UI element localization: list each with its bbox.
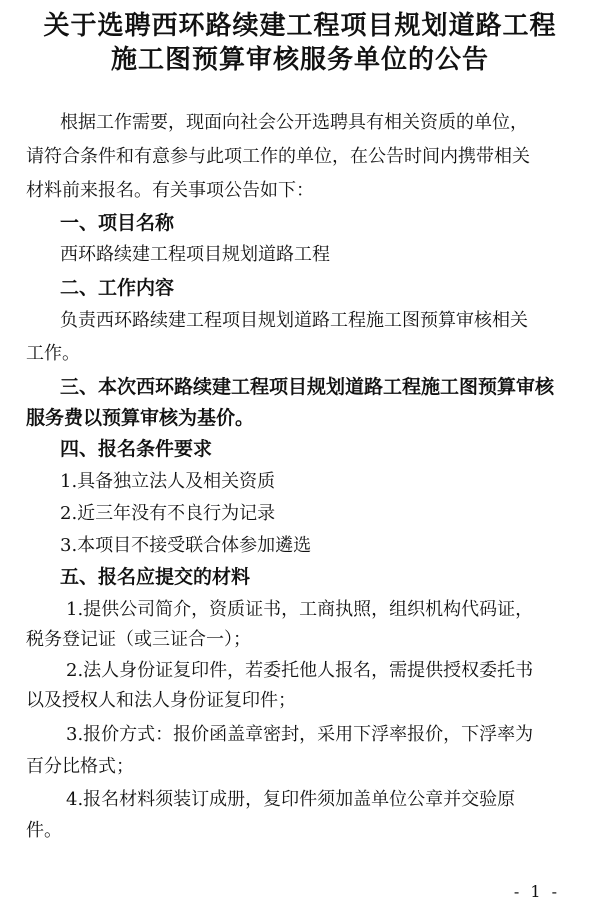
section5-line-7: 4.报名材料须装订成册，复印件须加盖单位公章并交验原 xyxy=(66,789,516,810)
page-number: - 1 - xyxy=(513,882,560,901)
title-line-1: 关于选聘西环路续建工程项目规划道路工程 xyxy=(43,11,557,41)
section4-item-1: 1.具备独立法人及相关资质 xyxy=(60,471,276,492)
section2-body-line-1: 负责西环路续建工程项目规划道路工程施工图预算审核相关 xyxy=(60,310,528,331)
section3-heading-line-2: 服务费以预算审核为基价。 xyxy=(26,407,255,429)
section5-heading: 五、报名应提交的材料 xyxy=(60,566,251,588)
title-line-2: 施工图预算审核服务单位的公告 xyxy=(110,45,489,75)
section4-item-3: 3.本项目不接受联合体参加遴选 xyxy=(60,535,312,556)
section3-heading-line-1: 三、本次西环路续建工程项目规划道路工程施工图预算审核 xyxy=(60,376,555,398)
section5-line-2: 税务登记证（或三证合一）； xyxy=(26,629,251,650)
section1-heading: 一、项目名称 xyxy=(60,212,175,234)
section5-line-4: 以及授权人和法人身份证复印件； xyxy=(26,690,296,711)
intro-line-3: 材料前来报名。有关事项公告如下： xyxy=(26,180,314,201)
intro-line-2: 请符合条件和有意参与此项工作的单位，在公告时间内携带相关 xyxy=(26,146,530,167)
intro-line-1: 根据工作需要，现面向社会公开选聘具有相关资质的单位， xyxy=(60,112,528,133)
section4-heading: 四、报名条件要求 xyxy=(60,438,213,460)
section5-line-3: 2.法人身份证复印件，若委托他人报名，需提供授权委托书 xyxy=(66,660,534,681)
section1-body: 西环路续建工程项目规划道路工程 xyxy=(60,244,330,265)
section2-heading: 二、工作内容 xyxy=(60,277,175,299)
section5-line-5: 3.报价方式：报价函盖章密封，采用下浮率报价，下浮率为 xyxy=(66,724,534,745)
section5-line-1: 1.提供公司简介，资质证书，工商执照，组织机构代码证， xyxy=(66,599,534,620)
section5-line-6: 百分比格式； xyxy=(26,756,134,777)
section5-line-8: 件。 xyxy=(26,820,62,841)
section4-item-2: 2.近三年没有不良行为记录 xyxy=(60,503,276,524)
section2-body-line-2: 工作。 xyxy=(26,343,80,364)
